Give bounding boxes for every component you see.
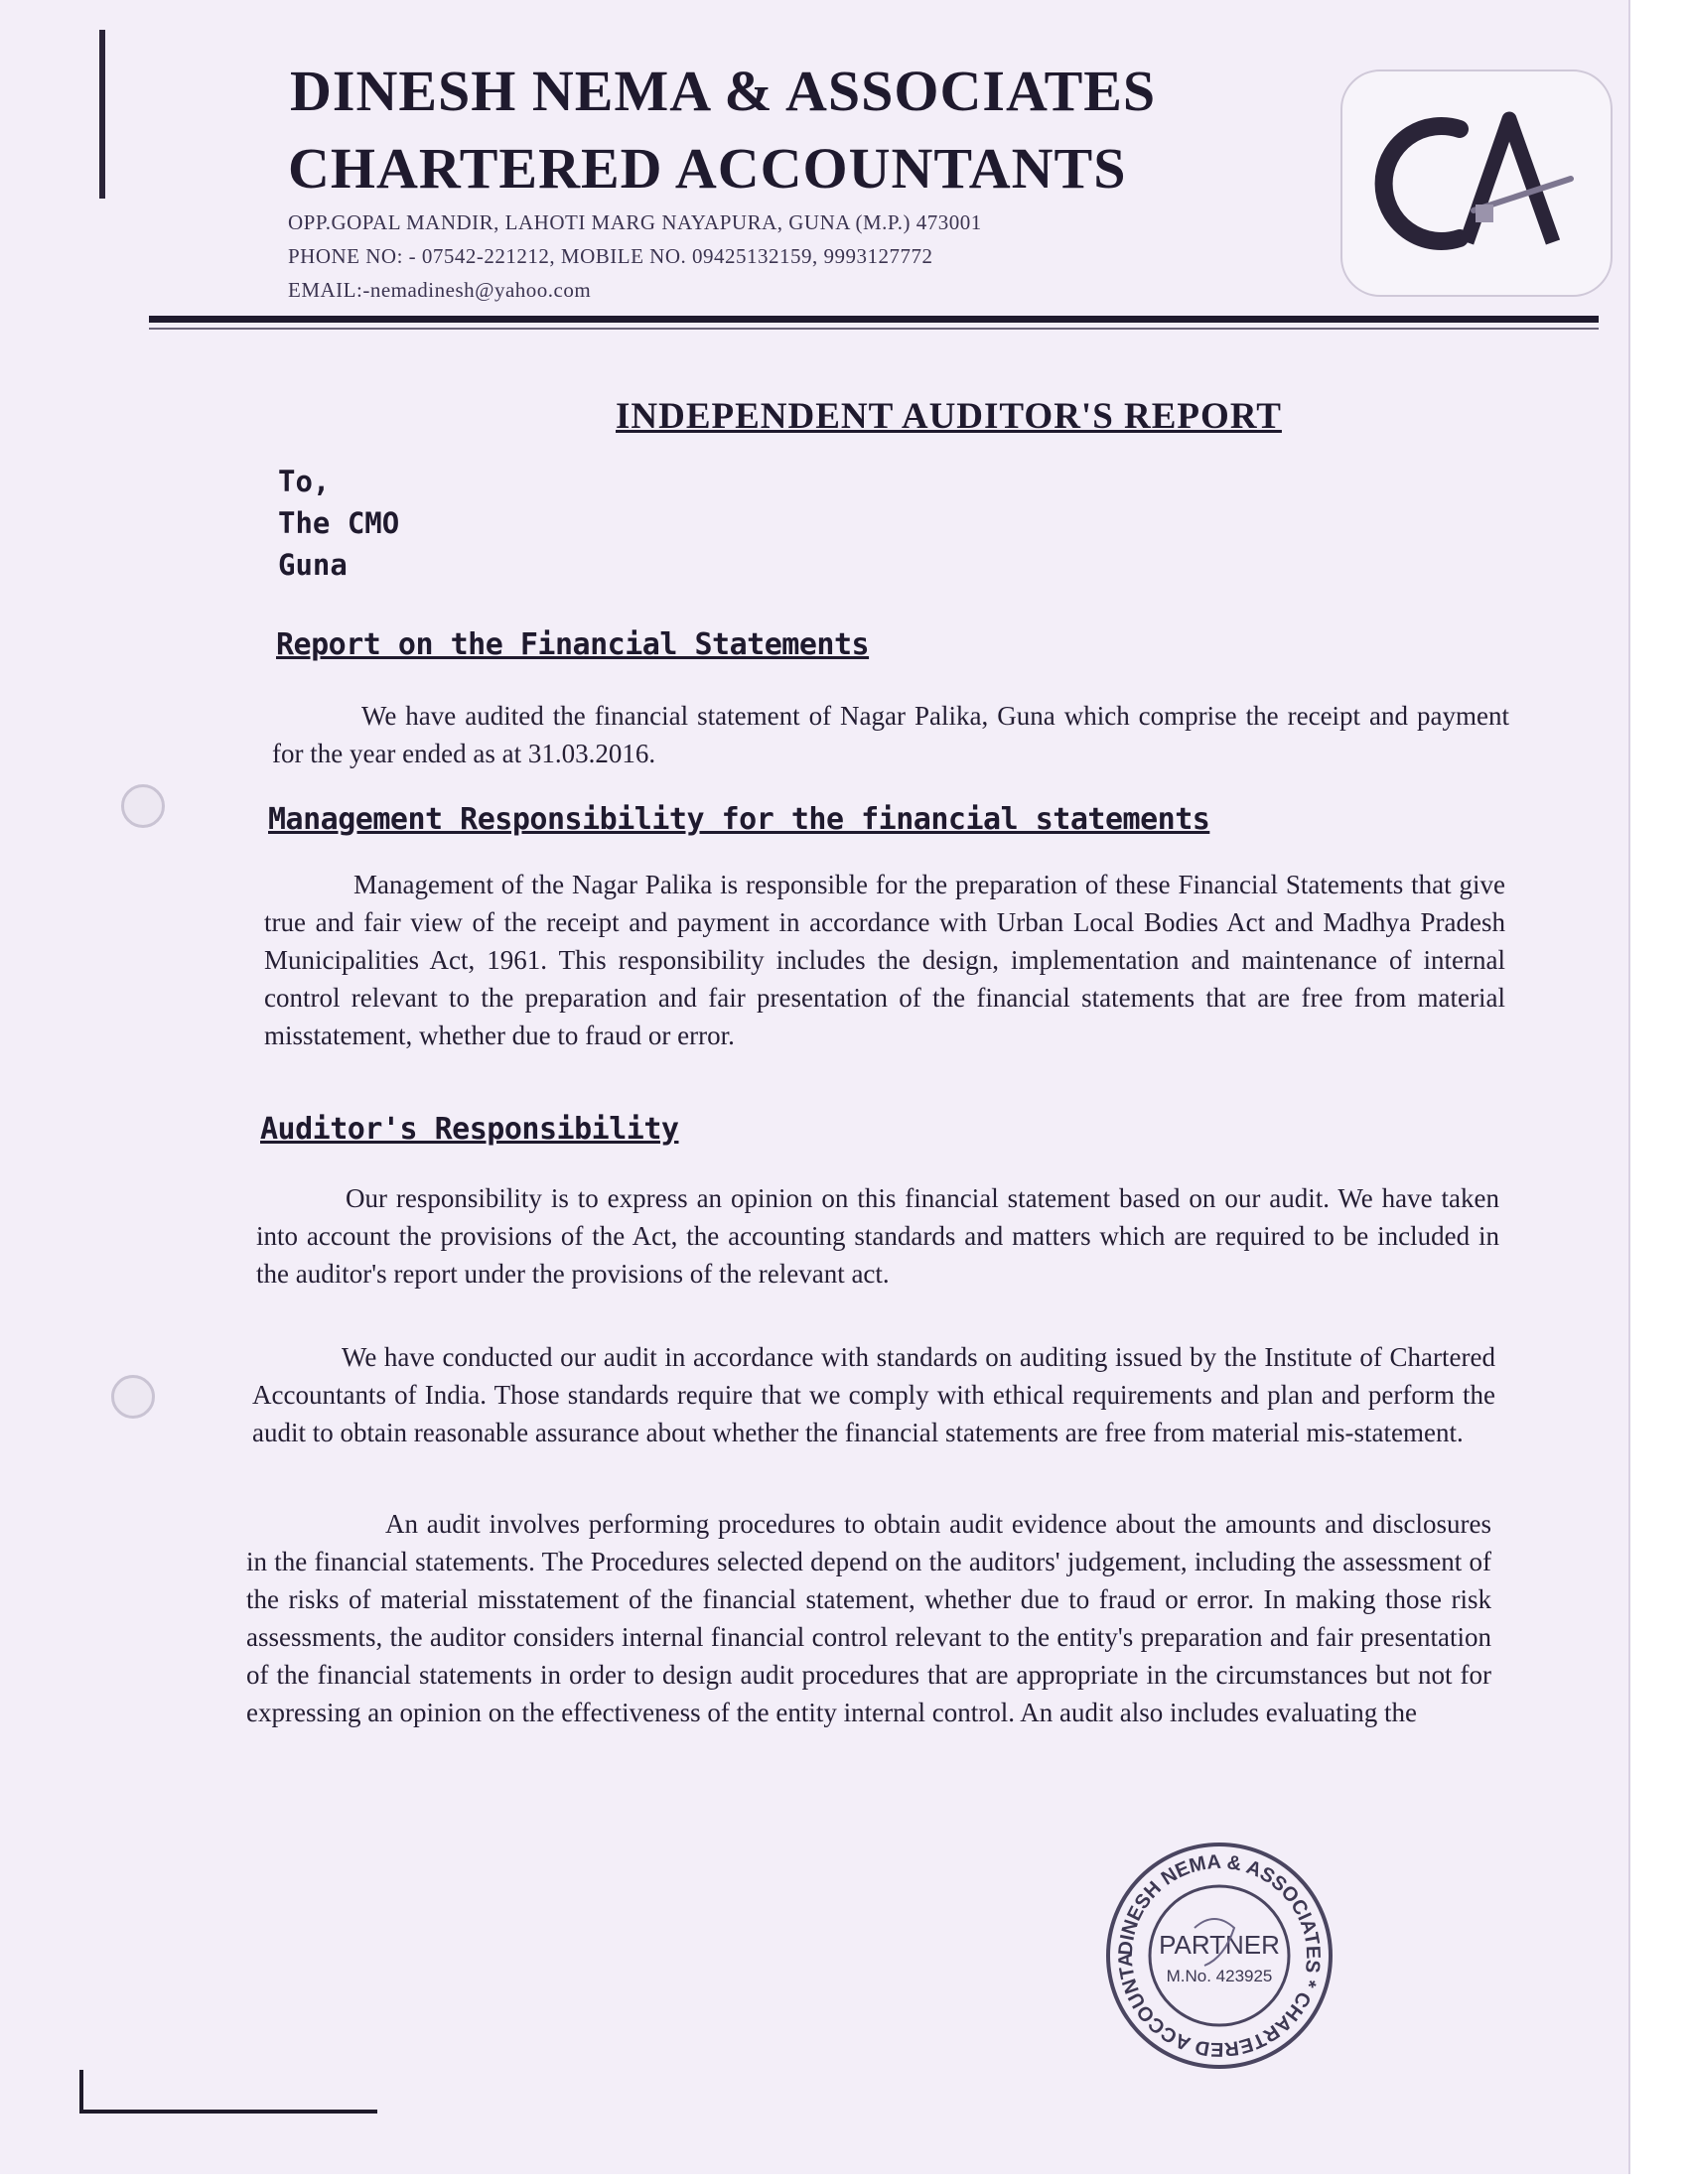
stamp-partner-label: PARTNER <box>1159 1930 1280 1960</box>
firm-subtitle: CHARTERED ACCOUNTANTS <box>288 136 1127 201</box>
firm-email: EMAIL:-nemadinesh@yahoo.com <box>288 278 592 302</box>
paragraph-management-responsibility: Management of the Nagar Palika is responsible for the preparation of these Financial Statements that give true and fair view of the receipt and payment in accordance with Urban Local Bodies Act and Madhya Pradesh Municipalities Act, 1961. This responsibility includes the design, implementation and maintenance of internal control relevant to the preparation and fair presentation of the financial statements that are free from material misstatement, whether due to fraud or error. <box>264 870 1505 1050</box>
ca-logo-icon <box>1342 71 1611 295</box>
corner-mark-vertical <box>79 2070 83 2114</box>
firm-name: DINESH NEMA & ASSOCIATES <box>290 59 1157 123</box>
section-heading-management-responsibility: Management Responsibility for the financial statements <box>268 802 1210 837</box>
addressee-line-2: The CMO <box>278 506 400 540</box>
header-rule-thin <box>149 328 1599 330</box>
paragraph-auditor-responsibility-1: Our responsibility is to express an opinion on this financial statement based on our audit. We have taken into account the provisions of the Act, the accounting standards and matters which are required to be included in the auditor's report under the provisions of the relevant act. <box>256 1183 1499 1289</box>
paragraph-financial-statements: We have audited the financial statement of Nagar Palika, Guna which comprise the receipt and payment for the year ended as at 31.03.2016. <box>272 701 1509 768</box>
paragraph-auditor-responsibility-3: An audit involves performing procedures to obtain audit evidence about the amounts and disclosures in the financial statements. The Procedures selected depend on the auditors' judgement, including the assessment of the risks of material misstatement of the financial statement, whether due to fraud or error. In making those risk assessments, the auditor considers internal financial control relevant to the entity's preparation and fair presentation of the financial statements in order to design audit procedures that are appropriate in the circumstances but not for expressing an opinion on the effectiveness of the entity internal control. An audit also includes evaluating the <box>246 1509 1491 1727</box>
addressee-line-3: Guna <box>278 548 348 582</box>
margin-mark <box>99 30 105 199</box>
punch-hole-bottom <box>111 1375 155 1419</box>
ca-logo <box>1340 69 1613 297</box>
header-rule <box>149 316 1599 323</box>
report-title: INDEPENDENT AUDITOR'S REPORT <box>616 396 1282 437</box>
firm-phone: PHONE NO: - 07542-221212, MOBILE NO. 09425132159, 9993127772 <box>288 244 933 268</box>
section-heading-financial-statements: Report on the Financial Statements <box>276 627 870 662</box>
firm-address: OPP.GOPAL MANDIR, LAHOTI MARG NAYAPURA, GUNA (M.P.) 473001 <box>288 210 982 234</box>
corner-mark <box>79 2110 377 2114</box>
addressee-line-1: To, <box>278 465 331 498</box>
punch-hole-top <box>121 784 165 828</box>
partner-stamp <box>1100 1837 1338 2075</box>
stamp-membership-number: M.No. 423925 <box>1166 1967 1273 1985</box>
stamp-ring-text: DINESH NEMA & ASSOCIATES * CHARTERED ACCOUNTA <box>1114 1850 1325 2061</box>
section-heading-auditor-responsibility: Auditor's Responsibility <box>260 1112 679 1147</box>
paragraph-auditor-responsibility-2: We have conducted our audit in accordance with standards on auditing issued by the Institute of Chartered Accountants of India. Those standards require that we comply with ethical requirements and plan and perform the audit to obtain reasonable assurance about whether the financial statements are free from material mis-statement. <box>252 1342 1495 1447</box>
